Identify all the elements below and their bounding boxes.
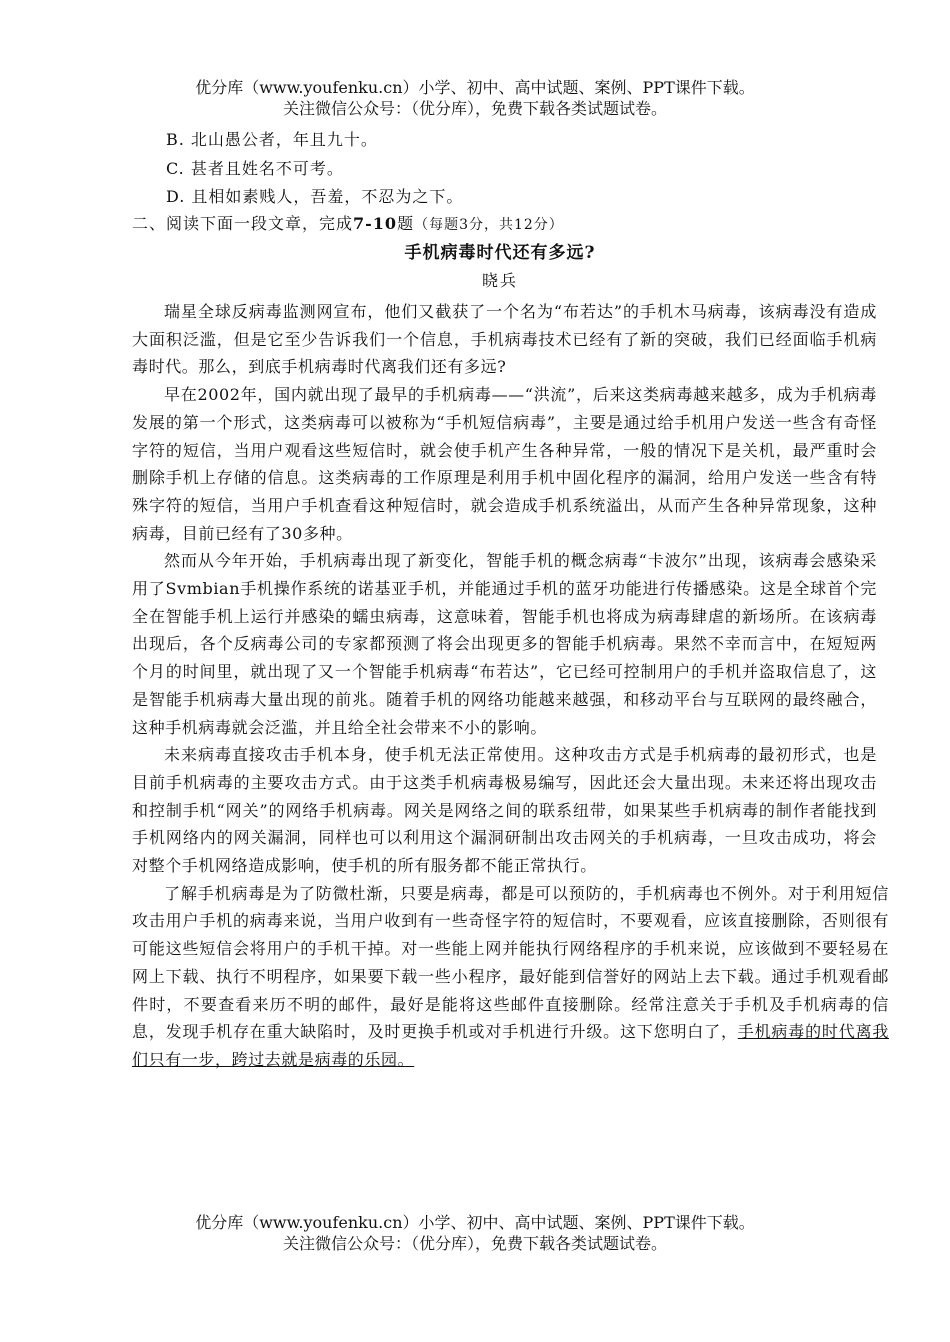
header-line-1: 优分库（www.youfenku.cn）小学、初中、高中试题、案例、PPT课件下载。: [195, 78, 755, 97]
header-line-2: 关注微信公众号：（优分库），免费下载各类试题试卷。: [282, 99, 667, 118]
section-range: 7-10: [353, 214, 398, 233]
paragraph-2: 早在2002年，国内就出现了最早的手机病毒——“洪流”，后来这类病毒越来越多，成为手机病毒发展的第一个形式，这类病毒可以被称为“手机短信病毒”，主要是通过给手机用户发送一些含有奇怪字符的短信，当用户观看这些短信时，就会使手机产生各种异常，一般的情况下是关机，最严重时会删除手机上存储的信息。这类病毒的工作原理是利用手机中固化程序的漏洞，给用户发送一些含有特殊字符的短信，当用户手机查看这种短信时，就会造成手机系统溢出，从而产生各种异常现象，这种病毒，目前已经有了30多种。: [132, 385, 877, 543]
section-suffix: 题: [397, 214, 415, 233]
paragraph-1: 瑞星全球反病毒监测网宣布，他们又截获了一个名为“布若达”的手机木马病毒，该病毒没有造成大面积泛滥，但是它至少告诉我们一个信息，手机病毒技术已经有了新的突破，我们已经面临手机病毒时代。那么，到底手机病毒时代离我们还有多远?: [132, 302, 877, 377]
underlined-sentence: 手机病毒的时代离我们只有一步，跨过去就是病毒的乐园。: [132, 1022, 889, 1069]
paragraph-4: 未来病毒直接攻击手机本身，使手机无法正常使用。这种攻击方式是手机病毒的最初形式，也是目前手机病毒的主要攻击方式。由于这类手机病毒极易编写，因此还会大量出现。未来还将出现攻击和控制手机“网关”的网络手机病毒。网关是网络之间的联系纽带，如果某些手机病毒的制作者能找到手机网络内的网关漏洞，同样也可以利用这个漏洞研制出攻击网关的手机病毒，一旦攻击成功，将会对整个手机网络造成影响，使手机的所有服务都不能正常执行。: [132, 745, 877, 876]
section-heading: [132, 213, 564, 236]
article-title: 手机病毒时代还有多远?: [404, 243, 596, 263]
footer-line-1: 优分库（www.youfenku.cn）小学、初中、高中试题、案例、PPT课件下载。: [195, 1213, 755, 1232]
option-d: D. 且相如素贱人，吾羞，不忍为之下。: [166, 187, 464, 206]
option-c: C. 甚者且姓名不可考。: [166, 159, 344, 178]
section-note: （每题3分，共12分）: [414, 217, 564, 233]
paragraph-5: [132, 880, 889, 1074]
article-author: 晓兵: [481, 271, 518, 290]
paragraph-3: 然而从今年开始，手机病毒出现了新变化，智能手机的概念病毒“卡波尔”出现，该病毒会感染采用了Svmbian手机操作系统的诺基亚手机，并能通过手机的蓝牙功能进行传播感染。这是全球首个完全在智能手机上运行并感染的蠕虫病毒，这意味着，智能手机也将成为病毒肆虐的新场所。在该病毒出现后，各个反病毒公司的专家都预测了将会出现更多的智能手机病毒。果然不幸而言中，在短短两个月的时间里，就出现了又一个智能手机病毒“布若达”，它已经可控制用户的手机并盗取信息了，这是智能手机病毒大量出现的前兆。随着手机的网络功能越来越强，和移动平台与互联网的最终融合，这种手机病毒就会泛滥，并且给全社会带来不小的影响。: [132, 551, 877, 737]
paragraph-5-text: 了解手机病毒是为了防微杜渐，只要是病毒，都是可以预防的，手机病毒也不例外。对于利用短信攻击用户手机的病毒来说，当用户收到有一些奇怪字符的短信时，不要观看，应该直接删除，否则很有可能这些短信会将用户的手机干掉。对一些能上网并能执行网络程序的手机来说，应该做到不要轻易在网上下载、执行不明程序，如果要下载一些小程序，最好能到信誉好的网站上去下载。通过手机观看邮件时，不要查看来历不明的邮件，最好是能将这些邮件直接删除。经常注意关于手机及手机病毒的信息，发现手机存在重大缺陷时，及时更换手机或对手机进行升级。这下您明白了，: [132, 883, 889, 1042]
article-body: [132, 298, 889, 1074]
section-prefix: 二、阅读下面一段文章，完成: [132, 214, 354, 233]
option-b: B. 北山愚公者，年且九十。: [166, 130, 378, 149]
footer-line-2: 关注微信公众号：（优分库），免费下载各类试题试卷。: [282, 1234, 667, 1253]
